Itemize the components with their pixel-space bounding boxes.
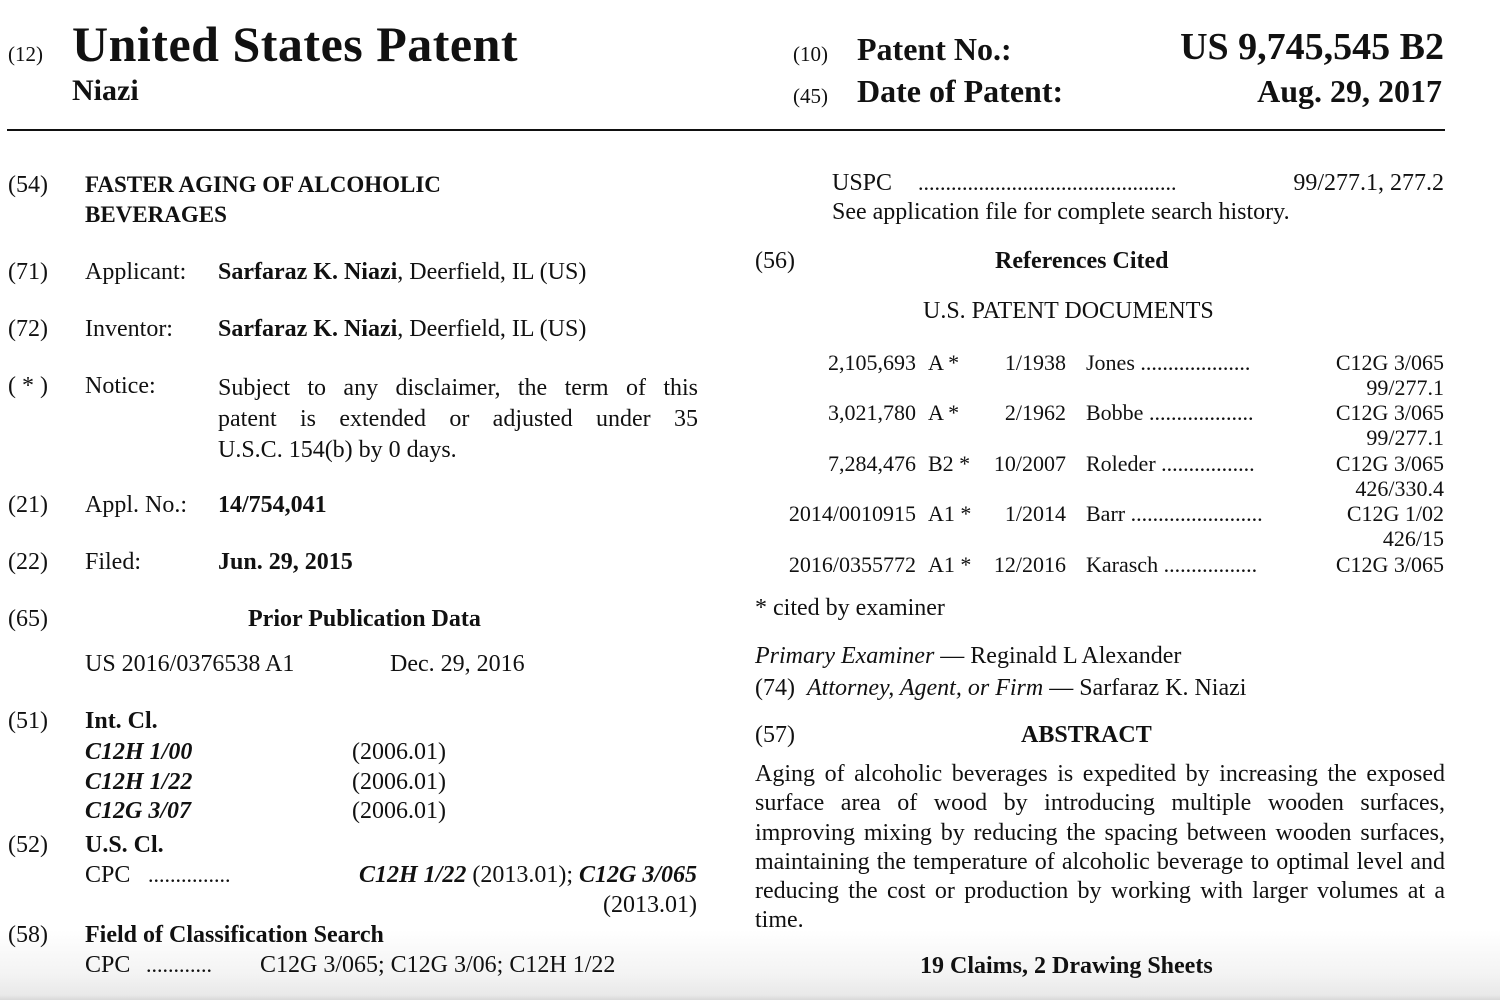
kind-code: (12) — [8, 42, 43, 66]
attorney: (74) Attorney, Agent, or Firm — Sarfaraz K. Niazi — [755, 675, 1247, 701]
document-title: United States Patent — [72, 16, 519, 72]
notice-text — [218, 373, 698, 466]
primary-examiner-name: Reginald L Alexander — [970, 643, 1182, 669]
us-cl-cpc-label: CPC — [85, 862, 131, 888]
int-cl-class: C12G 3/07 — [85, 798, 192, 824]
leader-dots: .................... — [1140, 350, 1251, 375]
reference-kind: B2 * — [928, 451, 971, 476]
field-search-value: C12G 3/065; C12G 3/06; C12H 1/22 — [260, 952, 616, 978]
abstract-code: (57) — [755, 722, 795, 748]
attorney-label: Attorney, Agent, or Firm — [806, 675, 1044, 701]
int-cl-class: C12H 1/22 — [85, 769, 193, 795]
reference-row — [756, 451, 1444, 501]
reference-kind: A1 * — [928, 501, 972, 526]
us-cl-class-1: C12H 1/22 — [358, 862, 467, 888]
field-search-code: (58) — [8, 922, 48, 948]
attorney-name: Sarfaraz K. Niazi — [1079, 675, 1247, 701]
us-cl-code: (52) — [8, 832, 48, 858]
title-code: (54) — [8, 172, 48, 198]
reference-kind: A * — [928, 350, 960, 375]
applicant-location: , Deerfield, IL (US) — [397, 259, 587, 285]
appl-no-label: Appl. No.: — [85, 492, 187, 518]
us-cl-leader-dots: ............... — [148, 862, 231, 887]
date-of-patent: Aug. 29, 2017 — [1257, 73, 1442, 109]
reference-name: Karasch ................. — [1086, 552, 1258, 577]
reference-subclass: 426/15 — [1382, 526, 1444, 551]
inventor-name: Sarfaraz K. Niazi — [218, 316, 398, 342]
applicant-value — [218, 259, 586, 286]
prior-pub-heading: Prior Publication Data — [248, 606, 481, 632]
header-divider — [7, 129, 1445, 131]
us-cl-version-1: (2013.01); — [466, 862, 579, 888]
us-cl-value — [359, 862, 697, 889]
reference-class: C12G 3/065 — [1335, 400, 1444, 425]
reference-kind: A * — [928, 400, 960, 425]
prior-pub-number: US 2016/0376538 A1 — [85, 651, 295, 677]
leader-dots: ................. — [1163, 552, 1258, 577]
reference-row — [756, 501, 1444, 551]
attorney-code: (74) — [755, 675, 795, 701]
notice-line-3: U.S.C. 154(b) by 0 days. — [218, 437, 457, 463]
int-cl-code: (51) — [8, 708, 48, 734]
us-cl-version-2: (2013.01) — [603, 892, 697, 918]
reference-number: 2,105,693 — [828, 350, 916, 375]
appl-no-code: (21) — [8, 492, 48, 518]
abstract-text: Aging of alcoholic beverages is expedited by increasing the exposed surface area of wood by introducing multiple wooden surfaces, improving mixing by reducing the spacing between wooden surfaces, maintaining the temperature of alcoholic beverage to optimal level and reducing the cost or production by working with larger volumes at a time. — [755, 761, 1445, 934]
inventor-location: , Deerfield, IL (US) — [397, 316, 587, 342]
notice-code: ( * ) — [8, 373, 48, 399]
inventor-value — [218, 316, 586, 343]
int-cl-heading: Int. Cl. — [85, 708, 158, 734]
invention-title-line2: BEVERAGES — [85, 202, 227, 227]
leader-dots: ................... — [1148, 400, 1254, 425]
claims-summary: 19 Claims, 2 Drawing Sheets — [920, 953, 1213, 979]
primary-examiner: Primary Examiner — Reginald L Alexander — [755, 643, 1182, 669]
field-search-cpc-label: CPC — [85, 952, 131, 978]
us-cl-class-2: C12G 3/065 — [578, 862, 697, 888]
applicant-label: Applicant: — [85, 259, 187, 285]
reference-class: C12G 3/065 — [1335, 451, 1444, 476]
int-cl-version: (2006.01) — [352, 739, 446, 765]
filed-label: Filed: — [85, 549, 142, 575]
us-patent-documents-heading: U.S. PATENT DOCUMENTS — [923, 298, 1214, 324]
notice-line-2: patent is extended or adjusted under 35 — [218, 406, 698, 432]
reference-date: 1/1938 — [1004, 350, 1066, 375]
date-code: (45) — [793, 84, 828, 108]
notice-label: Notice: — [85, 373, 156, 399]
reference-number: 3,021,780 — [828, 400, 916, 425]
search-history-note: See application file for complete search history. — [832, 199, 1290, 225]
reference-class: C12G 3/065 — [1335, 552, 1444, 577]
reference-row — [756, 400, 1444, 450]
prior-pub-date: Dec. 29, 2016 — [390, 651, 525, 677]
date-of-patent-label: Date of Patent: — [857, 73, 1064, 109]
reference-name: Barr ........................ — [1086, 501, 1263, 526]
reference-row — [756, 552, 1444, 578]
reference-class: C12G 3/065 — [1335, 350, 1444, 375]
inventor-label: Inventor: — [85, 316, 173, 342]
filed-value: Jun. 29, 2015 — [218, 549, 353, 575]
patent-number: US 9,745,545 B2 — [1180, 26, 1444, 68]
reference-subclass: 99/277.1 — [1366, 375, 1444, 400]
leader-dots: ................. — [1161, 451, 1255, 476]
reference-date: 10/2007 — [993, 451, 1066, 476]
inventor-code: (72) — [8, 316, 48, 342]
reference-name: Bobbe ................... — [1086, 400, 1254, 425]
reference-name: Jones .................... — [1086, 350, 1251, 375]
applicant-name: Sarfaraz K. Niazi — [218, 259, 398, 285]
reference-number: 7,284,476 — [828, 451, 916, 476]
uspc-leader-dots: ............................................... — [918, 170, 1177, 195]
filed-code: (22) — [8, 549, 48, 575]
reference-date: 1/2014 — [1004, 501, 1066, 526]
notice-line-1: Subject to any disclaimer, the term of this — [218, 375, 698, 401]
uspc-value: 99/277.1, 277.2 — [1293, 170, 1444, 196]
patent-no-code: (10) — [793, 42, 828, 66]
int-cl-class: C12H 1/00 — [85, 739, 193, 765]
reference-date: 12/2016 — [993, 552, 1066, 577]
abstract-heading: ABSTRACT — [1021, 722, 1152, 748]
cited-by-examiner-note: * cited by examiner — [755, 595, 945, 621]
invention-title-line1: FASTER AGING OF ALCOHOLIC — [85, 172, 441, 197]
inventor-surname: Niazi — [72, 74, 139, 107]
int-cl-version: (2006.01) — [352, 798, 446, 824]
us-cl-heading: U.S. Cl. — [85, 832, 164, 858]
reference-class: C12G 1/02 — [1346, 501, 1444, 526]
leader-dots: ........................ — [1130, 501, 1263, 526]
uspc-label: USPC — [832, 170, 893, 196]
field-search-heading: Field of Classification Search — [85, 922, 384, 948]
reference-kind: A1 * — [928, 552, 972, 577]
patent-no-label: Patent No.: — [857, 31, 1012, 67]
primary-examiner-label: Primary Examiner — [755, 643, 935, 669]
reference-name: Roleder ................. — [1086, 451, 1255, 476]
references-heading: References Cited — [995, 248, 1169, 274]
reference-number: 2014/0010915 — [788, 501, 916, 526]
appl-no-value: 14/754,041 — [218, 492, 327, 518]
reference-date: 2/1962 — [1004, 400, 1066, 425]
references-code: (56) — [755, 248, 795, 274]
reference-row — [756, 350, 1444, 400]
field-search-leader-dots: ............ — [146, 952, 212, 977]
reference-subclass: 426/330.4 — [1355, 476, 1444, 501]
int-cl-version: (2006.01) — [352, 769, 446, 795]
applicant-code: (71) — [8, 259, 48, 285]
reference-subclass: 99/277.1 — [1366, 425, 1444, 450]
reference-number: 2016/0355772 — [788, 552, 916, 577]
prior-pub-code: (65) — [8, 606, 48, 632]
